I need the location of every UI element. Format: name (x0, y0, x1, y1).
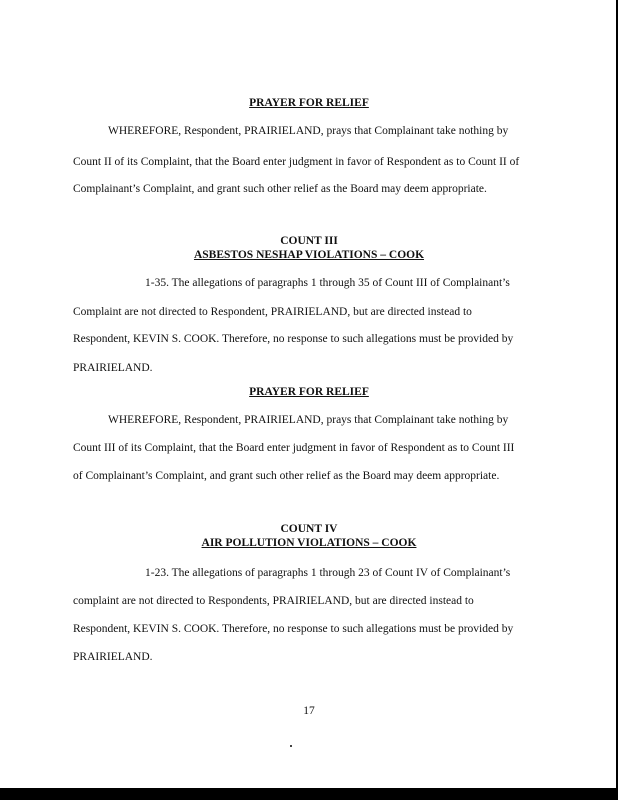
paragraph-line: WHEREFORE, Respondent, PRAIRIELAND, prays that Complainant take nothing by (108, 125, 509, 137)
paragraph-line: PRAIRIELAND. (73, 362, 153, 374)
paragraph-line: WHEREFORE, Respondent, PRAIRIELAND, prays that Complainant take nothing by (108, 414, 509, 426)
paragraph-line: Count III of its Complaint, that the Board enter judgment in favor of Respondent as to Count III (73, 442, 515, 454)
paragraph-line: Respondent, KEVIN S. COOK. Therefore, no response to such allegations must be provided by (73, 623, 514, 635)
count-iii-heading: COUNT III (280, 235, 338, 247)
paragraph-line: 1-35. The allegations of paragraphs 1 through 35 of Count III of Complainant’s (145, 277, 510, 289)
paragraph-line: of Complainant’s Complaint, and grant such other relief as the Board may deem appropriate. (73, 470, 500, 482)
prayer-for-relief-heading-2: PRAYER FOR RELIEF (249, 386, 369, 398)
count-iii-subheading: ASBESTOS NESHAP VIOLATIONS – COOK (193, 249, 425, 261)
prayer-for-relief-heading-1: PRAYER FOR RELIEF (249, 97, 369, 109)
paragraph-line: PRAIRIELAND. (73, 651, 153, 663)
paragraph-line: complaint are not directed to Respondents, PRAIRIELAND, but are directed instead to (73, 595, 474, 607)
paragraph-line: Count II of its Complaint, that the Board enter judgment in favor of Respondent as to Count II of (73, 156, 520, 168)
scan-edge-bottom (0, 788, 618, 800)
paragraph-line: 1-23. The allegations of paragraphs 1 through 23 of Count IV of Complainant’s (145, 567, 511, 579)
page-number: 17 (303, 705, 315, 717)
scan-speck (290, 745, 292, 747)
count-iv-subheading: AIR POLLUTION VIOLATIONS – COOK (201, 537, 417, 549)
paragraph-line: Respondent, KEVIN S. COOK. Therefore, no response to such allegations must be provided by (73, 333, 514, 345)
count-iv-heading: COUNT IV (280, 523, 338, 535)
paragraph-line: Complaint are not directed to Respondent, PRAIRIELAND, but are directed instead to (73, 306, 472, 318)
paragraph-line: Complainant’s Complaint, and grant such other relief as the Board may deem appropriate. (73, 183, 487, 195)
